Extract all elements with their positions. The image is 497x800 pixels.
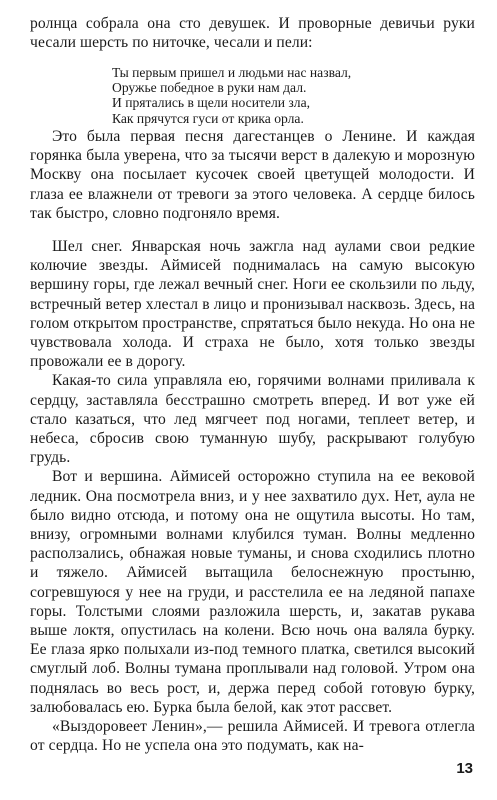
verse-line: И прятались в щели носители зла, [112, 95, 310, 111]
verse-line: Как прячутся гуси от крика орла. [112, 110, 304, 126]
paragraph: ролнца собрала она сто девушек. И проворные девичьи руки чесали шерсть по ниточке, чесали и пели: [30, 15, 475, 52]
text-block-middle [30, 127, 475, 223]
paragraph: Это была первая песня дагестанцев о Ленине. И каждая горянка была уверена, что за тысячи верст в далекую и морозную Москву она посылает кусочек своей цветущей молодости. И глаза ее влажнели от тревоги за этого человека. А сердце билось так быстро, словно подгоняло время. [30, 128, 475, 222]
paragraph: Какая-то сила управляла ею, горячими волнами приливала к сердцу, заставляла бесстрашно смотреть вперед. И вот уже ей стало казаться, что лед мягчеет под ногами, теплеет ветер, и небеса, сбросив свою туманную шубу, раскрывают голубую грудь. [30, 372, 475, 467]
paragraph: Шел снег. Январская ночь зажгла над аулами свои редкие колючие звезды. Аймисей поднималась на самую высокую вершину горы, где лежал вечный снег. Ноги ее скользили по льду, встречный ветер хлестал в лицо и пронизывал насквозь. Здесь, на голом открытом пространстве, спрятаться было некуда. Но она не чувствовала холода. И страха не было, хотя только звезды провожали ее в дорогу. [30, 238, 475, 371]
verse-line: Ты первым пришел и людьми нас назвал, [112, 65, 352, 80]
paragraph: Вот и вершина. Аймисей осторожно ступила на ее вековой ледник. Она посмотрела вниз, и у нее захватило дух. Нет, аула не было видно отсюда, и потому она не ощутила высоты. Но там, внизу, огромными волнами клубился туман. Волны медленно расползались, обнажая новые туманы, и снова сходились плотно и тяжело. Аймисей вытащила белоснежную простыню, согревшуюся у нее на груди, и расстелила ее на ледяной папахе горы. Толстыми слоями разложила шерсть, и, закатав рукава выше локтя, опустилась на колени. Всю ночь она валяла бурку. Ее глаза ярко полыхали из-под темного платка, светился высокий смуглый лоб. Волны тумана проплывали над головой. Утром она поднялась во весь рост, и, держа перед собой готовую бурку, залюбовалась ею. Бурка была белой, как этот рассвет. [30, 468, 475, 716]
poem-verse [112, 65, 452, 126]
paragraph: «Выздоровеет Ленин»,— решила Аймисей. И тревога отлегла от сердца. Но не успела она это подумать, как на- [30, 718, 475, 755]
verse-line: Оружье победное в руки нам дал. [112, 80, 307, 96]
text-block-top [30, 14, 475, 52]
page-number: 13 [456, 760, 473, 777]
text-block-main [30, 237, 475, 755]
